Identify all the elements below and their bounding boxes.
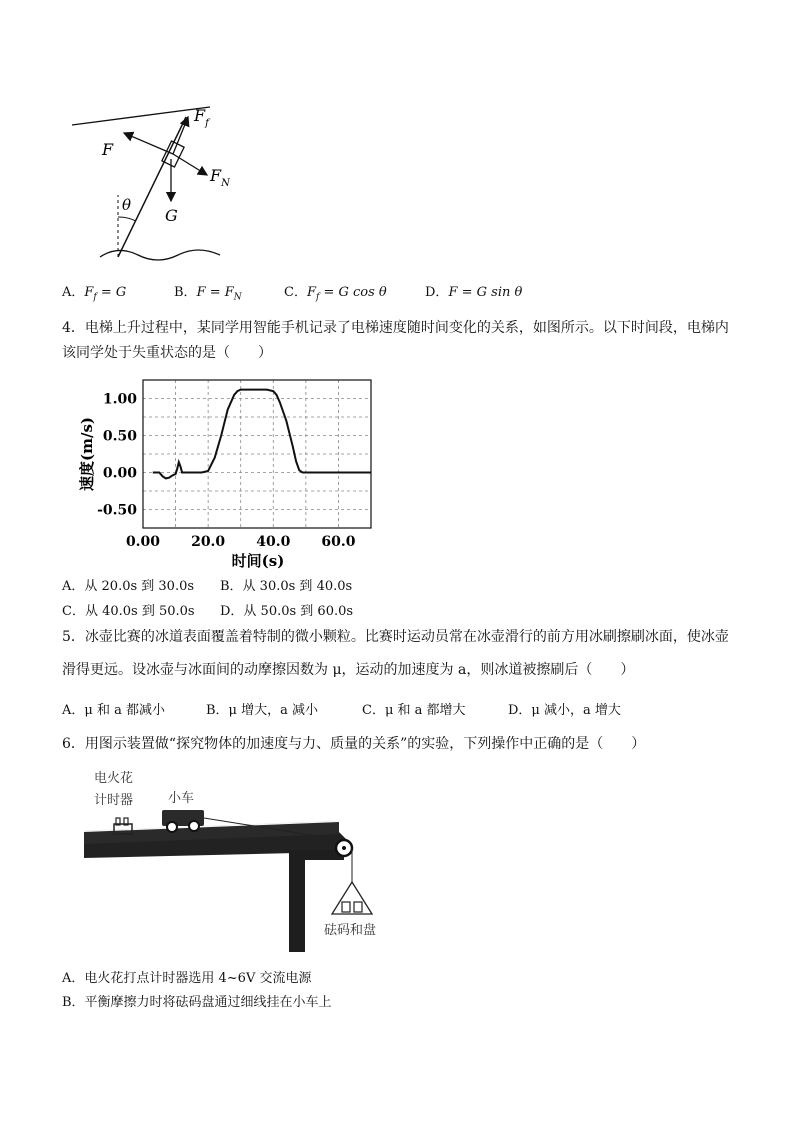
- q6-apparatus-diagram: [84, 762, 394, 954]
- wall-line: [72, 107, 210, 125]
- weight-2: [354, 902, 362, 912]
- x-tick-label: 0.00: [125, 534, 161, 550]
- q3-force-diagram: [60, 95, 250, 270]
- arrow-ff: [173, 117, 188, 154]
- y-tick-label: 0.50: [102, 428, 137, 445]
- y-tick-label: -0.50: [97, 502, 137, 519]
- cart-wheel-left: [167, 822, 177, 832]
- cart-wheel-right: [189, 821, 199, 831]
- label-ff: $F_f$: [194, 106, 209, 129]
- q3-option-b[interactable]: B．$F = F_N$: [174, 285, 242, 303]
- q5-option-d[interactable]: D．μ 减小，a 增大: [508, 703, 621, 718]
- q6-option-a[interactable]: A．电火花打点计时器选用 4~6V 交流电源: [62, 971, 312, 986]
- q3-option-d[interactable]: D．F = G sin θ: [425, 285, 523, 300]
- angle-arc: [118, 217, 136, 221]
- y-axis-label: 速度(m/s): [78, 417, 96, 491]
- x-tick-label: 60.0: [321, 534, 356, 550]
- q5-stem-line2: 滑得更远。设冰壶与冰面间的动摩擦因数为 μ，运动的加速度为 a，则冰道被擦刷后（ ）: [62, 662, 635, 678]
- y-tick-label: 0.00: [102, 465, 137, 482]
- q6-option-b[interactable]: B．平衡摩擦力时将砝码盘通过细线挂在小车上: [62, 995, 332, 1010]
- velocity-time-chart: [66, 372, 376, 570]
- weight-1: [342, 902, 350, 912]
- arrow-f: [124, 133, 173, 154]
- q3-option-c[interactable]: C．$F_f = G$ cos θ: [284, 285, 387, 303]
- x-tick-label: 40.0: [256, 534, 291, 550]
- q3-option-a[interactable]: A．$F_f = G$: [62, 285, 127, 303]
- arrow-fn: [173, 154, 207, 175]
- label-g: G: [165, 206, 178, 225]
- label-timer-line2: 计时器: [94, 793, 134, 808]
- label-fn: $F_N$: [210, 166, 230, 189]
- q5-stem-line1: 5．冰壶比赛的冰道表面覆盖着特制的微小颗粒。比赛时运动员常在冰壶滑行的前方用冰刷擦刷冰面，使冰壶: [62, 629, 729, 645]
- y-tick-label: 1.00: [102, 391, 137, 408]
- q4-option-d[interactable]: D．从 50.0s 到 60.0s: [220, 604, 354, 619]
- q4-option-a[interactable]: A．从 20.0s 到 30.0s: [62, 579, 195, 594]
- q4-option-c[interactable]: C．从 40.0s 到 50.0s: [62, 604, 195, 619]
- q5-option-b[interactable]: B．μ 增大，a 减小: [206, 703, 319, 718]
- label-weights: 砝码和盘: [324, 923, 377, 938]
- table-leg: [289, 850, 305, 952]
- q5-option-c[interactable]: C．μ 和 a 都增大: [362, 703, 466, 718]
- pulley-axle: [342, 846, 346, 850]
- weight-pan: [332, 882, 372, 914]
- q4-stem-line2: 该同学处于失重状态的是（ ）: [62, 345, 272, 361]
- x-tick-label: 20.0: [191, 534, 226, 550]
- label-theta: θ: [122, 196, 132, 214]
- ladder-line: [118, 117, 186, 257]
- label-f: F: [102, 140, 114, 159]
- label-timer-line1: 电火花: [94, 771, 134, 786]
- q6-stem: 6．用图示装置做“探究物体的加速度与力、质量的关系”的实验，下列操作中正确的是（ ）: [62, 736, 646, 752]
- q4-option-b[interactable]: B．从 30.0s 到 40.0s: [220, 579, 353, 594]
- q5-option-a[interactable]: A．μ 和 a 都减小: [62, 703, 165, 718]
- x-axis-label: 时间(s): [231, 552, 285, 570]
- q4-stem-line1: 4．电梯上升过程中，某同学用智能手机记录了电梯速度随时间变化的关系，如图所示。以下时间段，电梯内: [62, 320, 729, 336]
- label-cart: 小车: [168, 791, 195, 806]
